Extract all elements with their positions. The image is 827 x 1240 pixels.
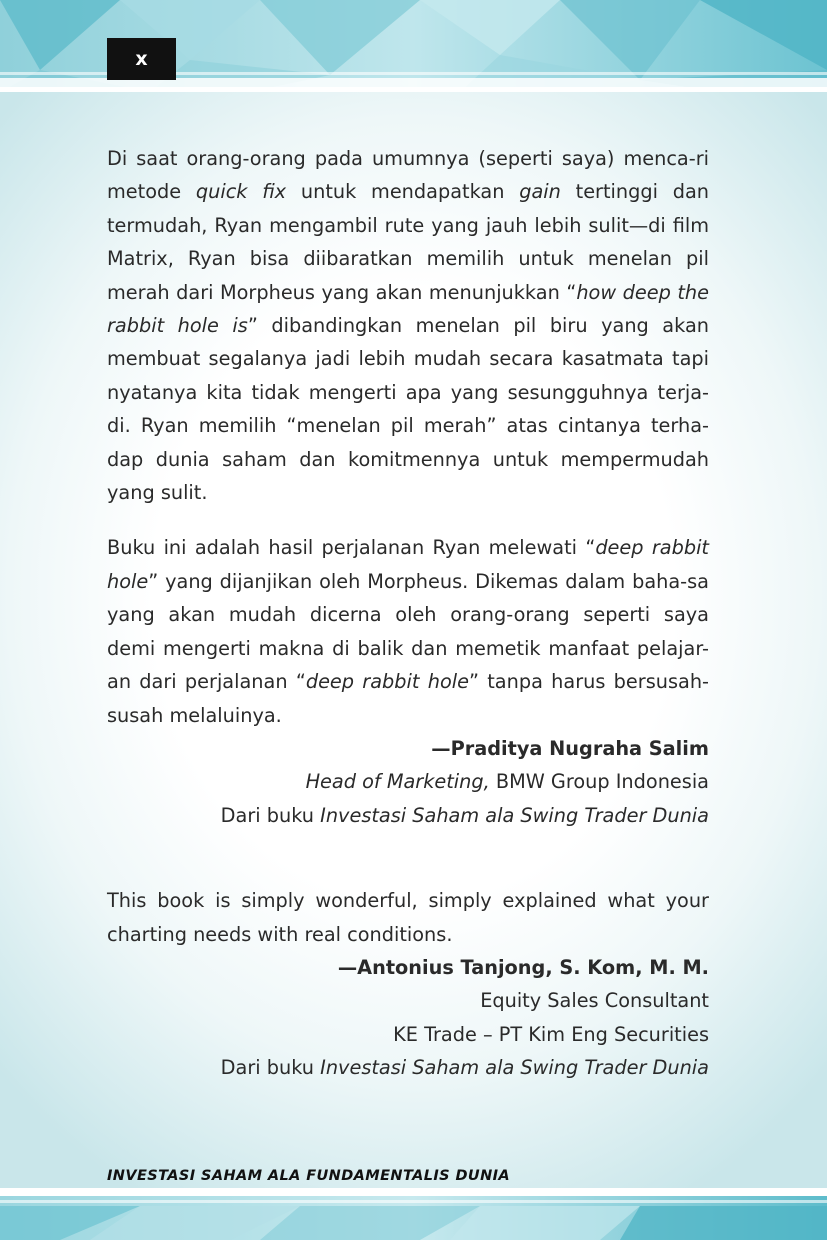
footer-decoration [0, 1188, 827, 1240]
main-content [107, 142, 709, 1085]
testimonial-2-source: Dari buku Investasi Saham ala Swing Trader Dunia [220, 1056, 709, 1080]
testimonial-2 [107, 884, 709, 1084]
testimonial-2-role: Equity Sales Consultant [480, 989, 709, 1013]
testimonial-1-role: Head of Marketing, BMW Group Indonesia [305, 770, 709, 794]
testimonial-2-paragraph: This book is simply wonderful, simply explained what your charting needs with real conditions. [107, 889, 709, 946]
testimonial-1-source: Dari buku Investasi Saham ala Swing Trader Dunia [220, 803, 709, 827]
testimonial-1-attribution [107, 732, 709, 832]
testimonial-2-attribution [107, 951, 709, 1085]
geometric-pattern-bottom [0, 1188, 827, 1240]
page-number: x [107, 38, 176, 80]
testimonial-1-author: —Praditya Nugraha Salim [431, 736, 709, 760]
testimonial-2-author: —Antonius Tanjong, S. Kom, M. M. [337, 955, 709, 979]
testimonial-2-company: KE Trade – PT Kim Eng Securities [393, 1022, 709, 1046]
testimonial-1-paragraph-1: Di saat orang-orang pada umumnya (seperti saya) menca-ri metode quick fix untuk mendapatkan gain tertinggi dan termudah, Ryan mengambil rute yang jauh lebih sulit—di film Matrix, Ryan bisa diibaratkan memilih untuk menelan pil merah dari Morpheus yang akan menunjukkan “how deep the rabbit hole is” dibandingkan menelan pil biru yang akan membuat segalanya jadi lebih mudah secara kasatmata tapi nyatanya kita tidak mengerti apa yang sesungguhnya terja-di. Ryan memilih “menelan pil merah” atas cintanya terha-dap dunia saham dan komitmennya untuk mempermudah yang sulit. [107, 147, 709, 505]
running-footer-title: INVESTASI SAHAM ALA FUNDAMENTALIS DUNIA [107, 1168, 511, 1184]
testimonial-1-paragraph-2: Buku ini adalah hasil perjalanan Ryan melewati “deep rabbit hole” yang dijanjikan oleh Morpheus. Dikemas dalam baha-sa yang akan mudah dicerna oleh orang-orang seperti saya demi mengerti makna di balik dan memetik manfaat pelajar-an dari perjalanan “deep rabbit hole” tanpa harus bersusah-susah melaluinya. [107, 536, 709, 727]
